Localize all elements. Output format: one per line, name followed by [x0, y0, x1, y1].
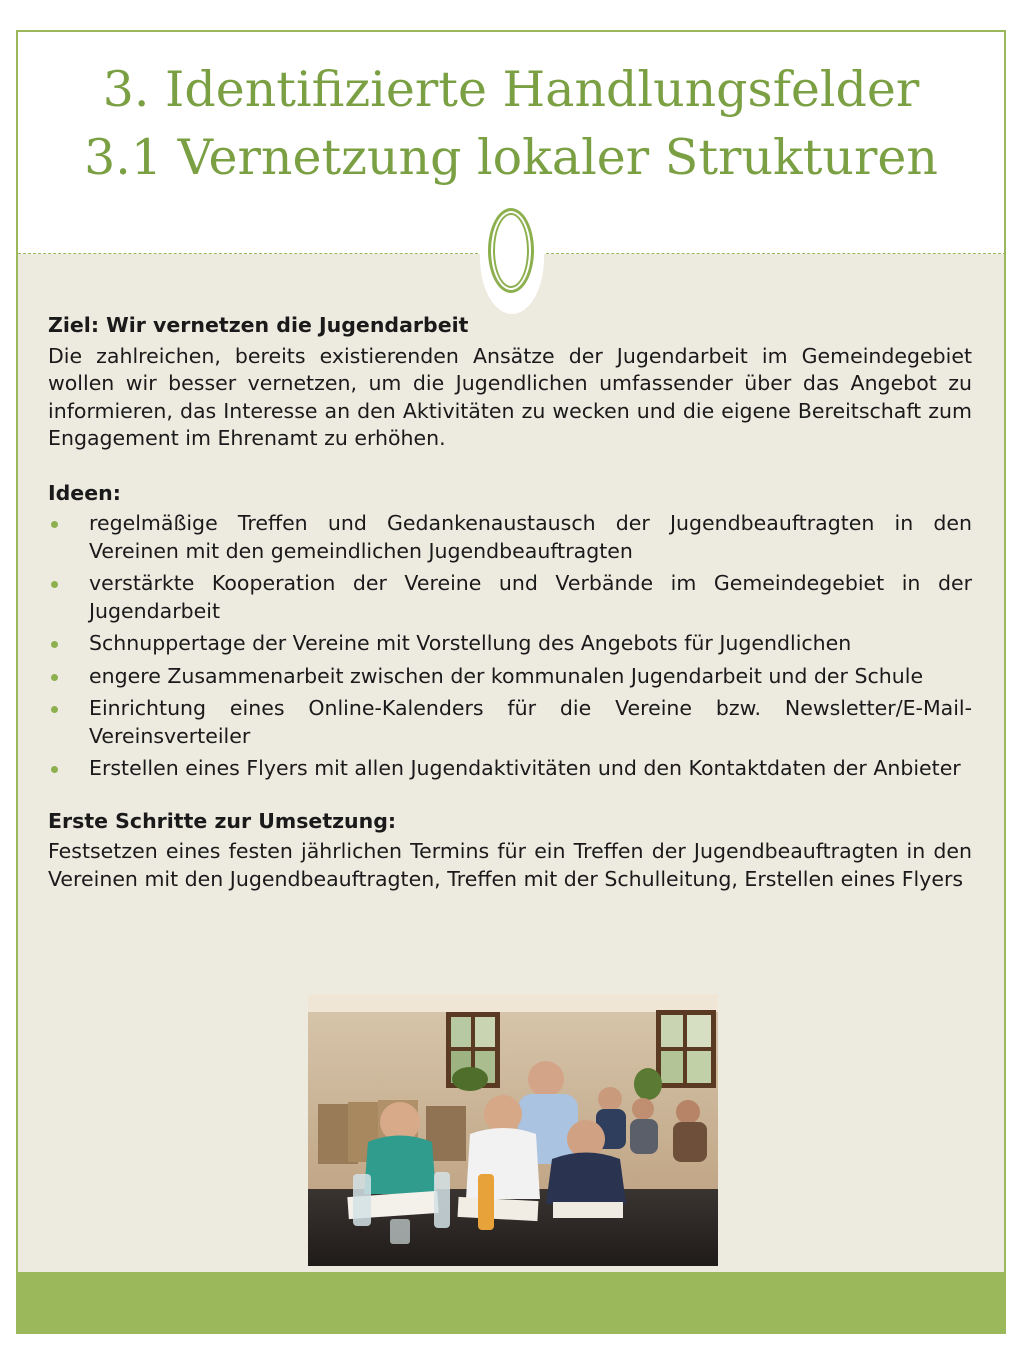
footer-bar	[18, 1272, 1004, 1334]
goal-text: Die zahlreichen, bereits existierenden Ansätze der Jugendarbeit im Gemeindegebiet wollen wir besser vernetzen, um die Jugendlichen umfassender über das Angebot zu informieren, das Interesse an den Aktivitäten zu wecken und die eigene Bereitschaft zum Engagement im Ehrenamt zu erhöhen.	[48, 343, 972, 450]
goal-heading: Ziel: Wir vernetzen die Jugendarbeit	[48, 313, 469, 337]
list-item	[48, 510, 972, 565]
idea-text: engere Zusammenarbeit zwischen der kommunalen Jugendarbeit und der Schule	[89, 663, 924, 688]
title-line-2: 3.1 Vernetzung lokaler Strukturen	[84, 129, 938, 186]
list-item	[48, 630, 972, 658]
bullet-icon	[51, 706, 58, 713]
list-item	[48, 663, 972, 691]
bullet-icon	[51, 641, 58, 648]
list-item	[48, 755, 972, 783]
idea-text: verstärkte Kooperation der Vereine und Verbände im Gemeindegebiet in der Jugendarbeit	[89, 571, 972, 623]
title-line-1: 3. Identifizierte Handlungsfelder	[102, 61, 920, 118]
bullet-icon	[51, 581, 58, 588]
content-text	[48, 312, 972, 893]
idea-text: regelmäßige Treffen und Gedankenaustausch der Jugendbeauftragten in den Vereinen mit den gemeindlichen Jugendbeauftragten	[89, 511, 972, 563]
page-title	[18, 56, 1004, 192]
steps-text: Festsetzen eines festen jährlichen Termins für ein Treffen der Jugendbeauftragten in den Vereinen mit den Jugendbeauftragten, Treffen mit der Schulleitung, Erstellen eines Flyers	[48, 839, 972, 891]
oval-ornament-inner	[493, 213, 529, 288]
idea-text: Einrichtung eines Online-Kalenders für die Vereine bzw. Newsletter/E-Mail-Vereinsverteiler	[89, 696, 972, 748]
ideas-list	[48, 510, 972, 783]
bullet-icon	[51, 674, 58, 681]
divider-left	[18, 253, 478, 254]
bullet-icon	[51, 766, 58, 773]
ideas-heading: Ideen:	[48, 480, 121, 505]
list-item	[48, 695, 972, 750]
idea-text: Erstellen eines Flyers mit allen Jugendaktivitäten und den Kontaktdaten der Anbieter	[89, 756, 961, 780]
idea-text: Schnuppertage der Vereine mit Vorstellung des Angebots für Jugendlichen	[89, 631, 852, 655]
bullet-icon	[51, 521, 58, 528]
page-frame	[16, 30, 1006, 1334]
list-item	[48, 570, 972, 625]
steps-heading: Erste Schritte zur Umsetzung:	[48, 808, 397, 833]
divider-right	[546, 253, 1006, 254]
group-workshop-photo	[308, 994, 718, 1266]
